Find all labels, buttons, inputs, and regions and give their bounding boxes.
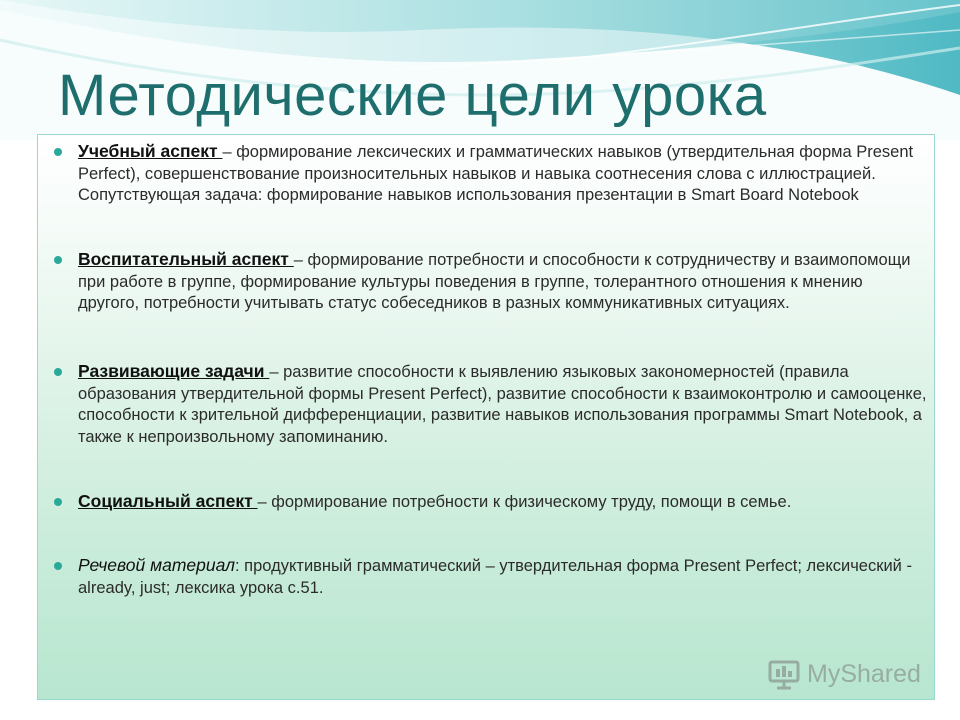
watermark [767, 656, 921, 692]
item-heading: Воспитательный аспект [78, 249, 294, 269]
bullet-dot-icon [54, 148, 62, 156]
list-item [78, 361, 928, 448]
list-item [78, 141, 928, 207]
item-heading: Развивающие задачи [78, 361, 270, 381]
list-item [78, 249, 928, 315]
item-text: – развитие способности к выявлению языковых закономерностей (правила образования утвердительной формы Present Perfect), развитие способности к взаимоконтролю и самооценке, способности к зрительной дифференциации, развитие навыков использования программы Smart Notebook, а также к непроизвольному запоминанию. [78, 363, 927, 446]
slide-title: Методические цели урока [58, 63, 767, 128]
item-heading: Социальный аспект [78, 491, 258, 511]
bullet-dot-icon [54, 562, 62, 570]
bullet-dot-icon [54, 368, 62, 376]
item-text: – формирование потребности к физическому труду, помощи в семье. [257, 493, 792, 511]
list-item [78, 491, 928, 514]
item-heading: Речевой материал [78, 555, 236, 575]
list-item [78, 555, 928, 599]
item-text: – формирование потребности и способности к сотрудничеству и взаимопомощи при работе в группе, формирование культуры поведения в группе, толерантного отношения к мнению другого, потребности учитывать статус собеседников в разных коммуникативных ситуациях. [78, 251, 911, 312]
presentation-board-icon [767, 657, 801, 691]
watermark-text: MyShared [807, 659, 921, 688]
bullet-dot-icon [54, 498, 62, 506]
item-text: : продуктивный грамматический – утвердительная форма Present Perfect; лексический - already, just; лексика урока с.51. [78, 557, 912, 597]
bullet-dot-icon [54, 256, 62, 264]
item-text: – формирование лексических и грамматических навыков (утвердительная форма Present Perfect), совершенствование произносительных навыков и навыка соотнесения слова с иллюстрацией. Сопутствующая задача: формирование навыков использования презентации в Smart Board Notebook [78, 143, 914, 204]
content-panel [37, 134, 935, 700]
item-heading: Учебный аспект [78, 141, 223, 161]
